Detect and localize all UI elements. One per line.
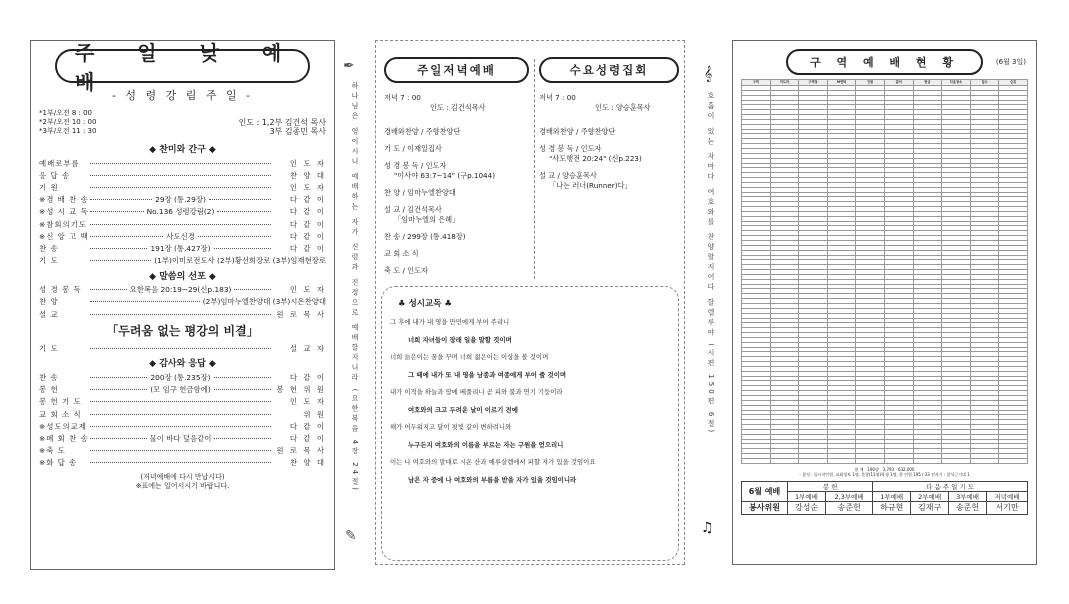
duty-group-prayer: 다 음 주 일 기 도 [873, 481, 1028, 491]
duty-name: 김재구 [911, 501, 949, 514]
table-row [742, 458, 1028, 463]
summary-value: 632,000 [897, 466, 915, 472]
column-header: 지도자 [770, 80, 799, 86]
table-cell [742, 458, 771, 463]
duty-col: 3부예배 [949, 491, 987, 501]
order-row [39, 181, 326, 193]
order-person: 다 같 이 [289, 243, 326, 253]
duty-name: 송준헌 [825, 501, 872, 514]
table-cell [913, 458, 942, 463]
order-person: 다 같 이 [289, 421, 326, 431]
order-detail [87, 462, 274, 463]
sermon-title: 「두려움 없는 평강의 비결」 [106, 324, 259, 339]
order-person: 원 로 목 사 [276, 309, 326, 319]
order-detail-text: 29장 (통.29장) [155, 195, 206, 205]
order-person: 찬 양 대 [289, 458, 326, 468]
summary-label: 합 계 [854, 466, 864, 472]
order-detail-text: 200장 (통.235장) [150, 373, 211, 383]
service-title: 주 일 낮 예 배 [55, 49, 310, 83]
order-row [39, 194, 326, 206]
order-line: 성 경 봉 독 / 인도자 [384, 161, 447, 170]
order-label: 예배로부름 [39, 158, 80, 168]
order-label: 찬 양 [39, 297, 59, 307]
order-label: ※성도의교제 [39, 421, 87, 431]
table-summary [741, 467, 1028, 477]
order-row [39, 408, 326, 420]
order-row [39, 308, 326, 320]
order-detail-text: (1부)이미로전도사 (2부)황선희장로 (3부)임재현장로 [154, 256, 326, 266]
scripture-vertical-2: 호흡이 있는 자마다 여호와를 찬양할지어다 할렐루야 (시편 150편 6절) [707, 92, 715, 436]
leader-line: 3부 김종민 목사 [269, 127, 326, 136]
order-row [39, 230, 326, 242]
responsive-reading-title: ♣ 성시교독 ♣ [398, 299, 453, 309]
table-cell [942, 458, 971, 463]
order-detail [87, 348, 274, 349]
order-label: 기 도 [39, 343, 59, 353]
order-line: 「임마누엘의 은혜」 [394, 215, 460, 224]
order-detail [87, 450, 274, 451]
order-detail [87, 194, 274, 205]
service-time: *3부/오전 11 : 30 [39, 127, 97, 135]
service-subtitle: - 성 령 강 림 주 일 - [112, 89, 253, 102]
duty-name: 하규현 [873, 501, 911, 514]
violin-icon: ♫ [701, 520, 714, 536]
service-times [39, 109, 96, 136]
order-detail-text: 물이 바다 덮음같이 [149, 433, 212, 443]
duty-name: 송준헌 [949, 501, 987, 514]
order-row [39, 457, 326, 469]
duty-name: 서기만 [987, 501, 1028, 514]
order-person: 인 도 자 [289, 158, 326, 168]
section-heading: ◆ 감사와 응답 ◆ [149, 359, 216, 370]
order-row [39, 284, 326, 296]
order-row [39, 218, 326, 230]
order-detail [87, 255, 326, 266]
order-line: 경배와찬양 / 주향찬양단 [384, 127, 461, 136]
order-person: 인 도 자 [289, 182, 326, 192]
section-heading: ◆ 찬미와 간구 ◆ [149, 145, 216, 155]
table-cell [827, 458, 856, 463]
duty-name: 강성순 [788, 501, 826, 514]
order-line: 찬 양 / 임마누엘찬양대 [384, 188, 456, 197]
order-detail [87, 224, 274, 225]
music-note-icon: 𝄞 [704, 66, 713, 82]
order-detail-text: 요한복음 20:19~29(신p.183) [129, 285, 232, 295]
order-person: 다 같 이 [289, 219, 326, 229]
order-person: 다 같 이 [289, 433, 326, 443]
sunday-evening-column [384, 57, 529, 275]
column-header: 헌금 [913, 80, 942, 86]
service-time: *2부/오전 10 : 00 [39, 118, 97, 126]
duty-col: 2,3부예배 [825, 491, 872, 501]
reading-line: 여호와의 크고 두려운 날이 이르기 전에 [408, 405, 518, 414]
order-person: 설 교 자 [289, 343, 326, 353]
service-times-block [39, 109, 326, 136]
duty-col: 1부예배 [788, 491, 826, 501]
order-row [39, 255, 326, 267]
order-line: 경배와찬양 / 주향찬양단 [539, 127, 616, 136]
reading-line: 너희 늙은이는 꿈을 꾸며 너희 젊은이는 이상을 볼 것이며 [390, 353, 549, 361]
order-detail [87, 187, 274, 188]
reading-line: 너희 자녀들이 장래 일을 말할 것이며 [408, 335, 512, 344]
status-date: (6월 3일) [995, 58, 1026, 66]
wednesday-leader: 인도 : 양승훈목사 [595, 103, 651, 112]
reading-line: 누구든지 여호와의 이름을 부르는 자는 구원을 얻으리니 [408, 440, 564, 449]
column-header: 구역 [742, 80, 771, 86]
order-label: 교 회 소 식 [39, 409, 82, 419]
scripture-vertical-1: 하나님은 영이시니 예배하는 자가 신령과 진정으로 예배할지니라 (요한복음 4장 24절) [351, 82, 359, 493]
order-label: 봉 헌 기 도 [39, 397, 82, 407]
order-detail-text: 191장 (통.427장) [150, 243, 211, 253]
order-detail [87, 284, 274, 295]
order-row [39, 445, 326, 457]
summary-value: 196명 [867, 466, 879, 472]
duty-names-row [742, 501, 1028, 514]
order-detail [87, 231, 274, 242]
reading-line: 내가 이적을 하늘과 땅에 베풀리니 곧 피와 불과 연기 기둥이라 [390, 388, 563, 396]
reading-line: 그 때에 내가 또 내 영을 남종과 여종에게 부어 줄 것이며 [408, 370, 567, 379]
order-label: 찬 송 [39, 373, 59, 383]
status-header [741, 49, 1028, 75]
wednesday-order [539, 127, 679, 191]
table-cell [799, 458, 828, 463]
order-person: 다 같 이 [289, 231, 326, 241]
sunday-service-panel [30, 40, 335, 570]
order-row [39, 169, 326, 181]
order-detail [87, 401, 274, 402]
order-detail [87, 426, 274, 427]
duty-month: 6월 예배 [742, 481, 788, 501]
order-list-word [39, 284, 326, 321]
order-detail [87, 296, 326, 307]
order-detail [87, 433, 274, 444]
order-list-prayer [39, 342, 326, 354]
duty-label: 봉사위원 [742, 501, 788, 514]
leader-line: 인도 : 1,2부 김건석 목사 [238, 118, 326, 127]
column-header: 순위 [999, 80, 1028, 86]
lamp-icon: ✒ [343, 58, 355, 74]
duty-header-row [742, 481, 1028, 491]
order-person: 다 같 이 [289, 207, 326, 217]
order-person: 위 원 [303, 409, 326, 419]
cell-group-table [741, 79, 1028, 464]
order-detail [87, 163, 274, 164]
order-line: 기 도 / 이재일집사 [384, 144, 442, 153]
order-detail [87, 175, 274, 176]
order-label: 봉 헌 [39, 385, 59, 395]
wednesday-title: 수요성령집회 [539, 57, 679, 83]
evening-time: 저녁 7 : 00 [384, 93, 421, 102]
order-label: ※경 배 찬 송 [39, 195, 89, 205]
order-row [39, 206, 326, 218]
order-person: 원 로 목 사 [276, 446, 326, 456]
column-header: M연락 [827, 80, 856, 86]
section-heading: ◆ 말씀의 선포 ◆ [149, 271, 216, 282]
order-line: 설 교 / 양승훈목사 [539, 171, 597, 180]
reading-line: 남은 자 중에 나 여호와의 부름을 받을 자가 있을 것임이니라 [408, 475, 577, 484]
evening-title: 주일저녁예배 [384, 57, 529, 83]
status-title: 구 역 예 배 현 황 [786, 49, 983, 75]
column-header: 구역장 [799, 80, 828, 86]
order-line: 교 회 소 식 [384, 249, 419, 258]
order-line: 「나는 러너(Runner)다」 [549, 181, 632, 190]
service-time: *1부/오전 8 : 00 [39, 109, 92, 117]
order-label: ※화 답 송 [39, 458, 78, 468]
footer-note [39, 473, 326, 491]
table-cell [970, 458, 999, 463]
order-label: 응 답 송 [39, 170, 71, 180]
order-label: ※신 앙 고 백 [39, 231, 89, 241]
order-row [39, 242, 326, 254]
order-person: 봉 헌 위 원 [276, 385, 326, 395]
order-detail-text: 사도신경 [166, 231, 195, 241]
cell-group-status-panel [732, 40, 1037, 565]
order-person: 찬 양 대 [289, 170, 326, 180]
scroll-icon: ✎ [345, 528, 357, 544]
wednesday-column [539, 57, 679, 269]
column-header: 집수 [970, 80, 999, 86]
summary-note: - 참석 : 틀시작인원, 교회정보 1명, 불참(11명)학생 1명, 총 인원 195 / 33 전자기 : 참석근거대 1 [799, 471, 970, 477]
order-row [39, 157, 326, 169]
order-person: 다 같 이 [289, 195, 326, 205]
wednesday-time: 저녁 7 : 00 [539, 93, 576, 102]
table-cell [999, 458, 1028, 463]
column-header: 출석 [884, 80, 913, 86]
order-line: 축 도 / 인도자 [384, 266, 428, 275]
summary-value: 3,793 [882, 466, 895, 472]
order-person: 인 도 자 [289, 397, 326, 407]
order-line: "이사야 63:7~14" (구p.1044) [394, 171, 496, 180]
footer-line: ※표에는 일어서시기 바랍니다. [135, 481, 230, 490]
order-row [39, 342, 326, 354]
order-row [39, 296, 326, 308]
order-list-praise [39, 157, 326, 267]
column-divider [534, 59, 535, 279]
order-label: 성 경 봉 독 [39, 285, 82, 295]
responsive-reading-box [381, 286, 679, 561]
order-detail-text: No.136 성령강림(2) [146, 207, 215, 217]
order-detail [87, 243, 274, 254]
order-label: 설 교 [39, 309, 59, 319]
evening-order [384, 127, 529, 276]
order-line: "사도행전 20:24" (신p.223) [549, 154, 642, 163]
duty-col: 1부예배 [873, 491, 911, 501]
responsive-reading-lines [390, 314, 670, 489]
column-header: 다음장소 [942, 80, 971, 86]
volunteer-table [741, 481, 1028, 515]
footer-line: (저녁예배에 다시 만납시다) [140, 472, 225, 481]
order-detail [87, 314, 274, 315]
order-detail [87, 206, 274, 217]
order-detail-text: (모 임구 헌금함에) [150, 385, 211, 395]
order-person: 인 도 자 [289, 285, 326, 295]
order-label: ※참회의기도 [39, 219, 87, 229]
duty-col: 2부예배 [911, 491, 949, 501]
table-cell [770, 458, 799, 463]
order-row [39, 432, 326, 444]
order-list-response [39, 371, 326, 469]
order-detail [87, 372, 274, 383]
reading-line: 이는 나 여호와의 말대로 시온 산과 예루살렘에서 피할 자가 있을 것임이요 [390, 458, 596, 466]
order-label: 기 원 [39, 182, 59, 192]
duty-col: 저녁예배 [987, 491, 1028, 501]
table-cell [884, 458, 913, 463]
order-detail-text: (2부)임마누엘찬양대 (3부)시온찬양대 [202, 297, 326, 307]
service-leaders [239, 109, 326, 136]
order-label: ※축 도 [39, 446, 66, 456]
order-row [39, 420, 326, 432]
order-person: 다 같 이 [289, 373, 326, 383]
table-cell [856, 458, 885, 463]
evening-service-panel [375, 40, 685, 565]
order-detail [87, 384, 274, 395]
order-label: ※폐 회 찬 송 [39, 433, 89, 443]
order-row [39, 384, 326, 396]
order-label: ※성 시 교 독 [39, 207, 89, 217]
order-row [39, 371, 326, 383]
order-label: 찬 송 [39, 243, 59, 253]
order-detail [87, 414, 274, 415]
evening-leader: 인도 : 김건석목사 [430, 103, 486, 112]
column-header: 인원 [856, 80, 885, 86]
order-line: 설 교 / 김건석목사 [384, 205, 442, 214]
reading-line: 그 후에 내가 내 영을 만민에게 부어 주리니 [390, 318, 510, 326]
order-line: 성 경 봉 독 / 인도자 [539, 144, 602, 153]
order-label: 기 도 [39, 256, 59, 266]
duty-group-offering: 봉 헌 [788, 481, 873, 491]
reading-line: 해가 어두워지고 달이 핏빛 같이 변하려니와 [390, 423, 512, 431]
order-row [39, 396, 326, 408]
order-line: 찬 송 / 299장 (통.418장) [384, 232, 466, 241]
